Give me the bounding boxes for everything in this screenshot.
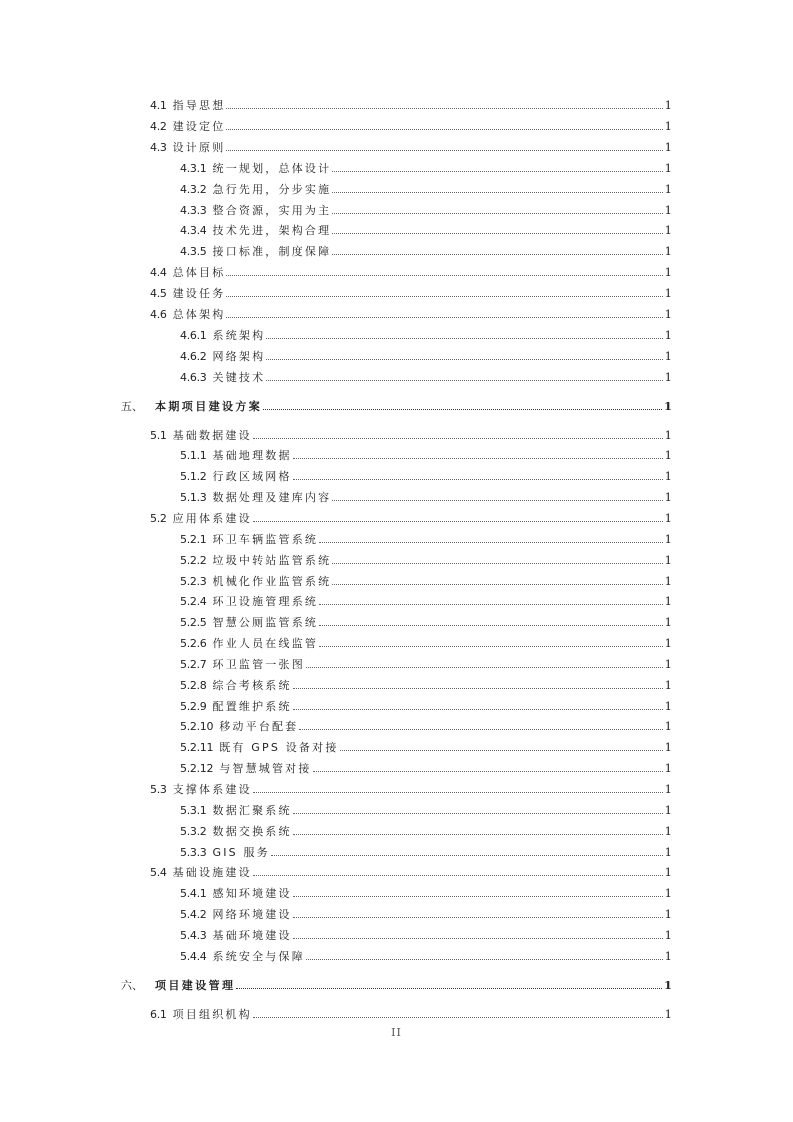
toc-entry-page: 1	[664, 803, 672, 817]
dot-leader	[253, 437, 663, 439]
toc-entry[interactable]	[180, 181, 672, 197]
toc-entry-number: 5.4	[150, 866, 167, 879]
toc-entry-number: 5.2.8	[180, 679, 207, 692]
toc-entry[interactable]	[180, 614, 672, 630]
toc-entry-page: 1	[664, 761, 672, 775]
toc-entry-number: 4.5	[150, 287, 167, 300]
dot-leader	[293, 478, 663, 480]
toc-entry-number: 4.1	[150, 99, 167, 112]
toc-entry-page: 1	[664, 328, 672, 342]
toc-entry-title: 基础数据建设	[172, 429, 252, 442]
toc-entry[interactable]	[180, 489, 672, 505]
toc-entry[interactable]	[180, 718, 672, 734]
toc-entry-title: 支撑体系建设	[172, 783, 252, 796]
toc-entry-title: 设计原则	[172, 141, 226, 154]
toc-entry-page: 1	[664, 428, 672, 442]
toc-entry-title: 技术先进，架构合理	[212, 224, 332, 237]
toc-entry-page: 1	[664, 119, 672, 133]
toc-entry-title: 建设任务	[172, 287, 226, 300]
dot-leader	[293, 833, 663, 835]
toc-entry[interactable]	[150, 139, 672, 155]
dot-leader	[293, 457, 663, 459]
toc-entry[interactable]	[180, 698, 672, 714]
dot-leader	[253, 791, 663, 793]
toc-entry-number: 5.2.3	[180, 575, 207, 588]
toc-entry-page: 1	[664, 307, 672, 321]
toc-entry-page: 1	[664, 223, 672, 237]
toc-entry-page: 1	[664, 98, 672, 112]
toc-entry-number: 5.2.10	[180, 720, 214, 733]
dot-leader	[332, 583, 662, 585]
toc-entry-title: 总体架构	[172, 308, 226, 321]
toc-entry-page: 1	[664, 699, 672, 713]
dot-leader	[236, 987, 662, 989]
toc-entry-page: 1	[664, 1007, 672, 1021]
toc-entry-page: 1	[664, 886, 672, 900]
toc-entry-page: 1	[664, 574, 672, 588]
toc-entry-number: 5.3.3	[180, 846, 207, 859]
toc-entry-number: 4.3	[150, 141, 167, 154]
toc-entry[interactable]	[180, 243, 672, 259]
toc-entry[interactable]	[180, 447, 672, 463]
toc-entry-page: 1	[664, 182, 672, 196]
toc-entry-page: 1	[664, 532, 672, 546]
toc-entry-number: 5.3.1	[180, 804, 207, 817]
toc-entry-number: 5.2.4	[180, 595, 207, 608]
toc-entry[interactable]	[180, 369, 672, 385]
toc-entry-page: 1	[664, 203, 672, 217]
dot-leader	[293, 687, 663, 689]
toc-entry[interactable]	[150, 1006, 672, 1022]
toc-entry-number: 4.3.1	[180, 162, 207, 175]
toc-entry[interactable]	[150, 427, 672, 443]
toc-entry-number: 5.1.3	[180, 491, 207, 504]
toc-entry[interactable]	[180, 656, 672, 672]
toc-entry-page: 1	[664, 782, 672, 796]
toc-entry-title: 综合考核系统	[212, 679, 292, 692]
dot-leader	[293, 812, 663, 814]
dot-leader	[313, 770, 663, 772]
toc-entry-page: 1	[664, 490, 672, 504]
toc-entry-number: 4.4	[150, 266, 167, 279]
toc-entry-page: 1	[663, 399, 672, 413]
toc-entry-number: 5.2.6	[180, 637, 207, 650]
toc-entry[interactable]	[180, 327, 672, 343]
toc-entry[interactable]	[180, 202, 672, 218]
toc-entry-title: GIS 服务	[212, 846, 270, 859]
dot-leader	[332, 170, 662, 172]
toc-chapter-entry[interactable]	[121, 977, 672, 993]
dot-leader	[293, 895, 663, 897]
toc-entry-page: 1	[664, 615, 672, 629]
toc-entry-title: 统一规划，总体设计	[212, 162, 332, 175]
dot-leader	[226, 107, 662, 109]
toc-entry-number: 5.2.12	[180, 762, 214, 775]
toc-entry[interactable]	[180, 885, 672, 901]
dot-leader	[226, 128, 662, 130]
dot-leader	[340, 749, 663, 751]
toc-entry-title: 急行先用，分步实施	[212, 183, 332, 196]
dot-leader	[263, 408, 662, 410]
toc-entry[interactable]	[150, 285, 672, 301]
toc-entry-number: 4.3.3	[180, 204, 207, 217]
toc-entry-page: 1	[664, 865, 672, 879]
toc-entry-page: 1	[664, 594, 672, 608]
toc-entry[interactable]	[180, 348, 672, 364]
toc-entry-title: 数据交换系统	[212, 825, 292, 838]
toc-entry-title: 智慧公厕监管系统	[212, 616, 319, 629]
toc-entry-title: 与智慧城管对接	[219, 762, 312, 775]
toc-entry-title: 感知环境建设	[212, 887, 292, 900]
toc-entry-title: 接口标准，制度保障	[212, 245, 332, 258]
toc-entry-number: 4.6.3	[180, 371, 207, 384]
toc-entry[interactable]	[180, 593, 672, 609]
toc-entry-title: 总体目标	[172, 266, 226, 279]
toc-entry-title: 作业人员在线监管	[212, 637, 319, 650]
toc-entry-number: 5.1.2	[180, 470, 207, 483]
toc-entry-page: 1	[664, 286, 672, 300]
toc-entry[interactable]	[180, 802, 672, 818]
toc-entry-number: 4.2	[150, 120, 167, 133]
toc-entry-title: 网络架构	[212, 350, 266, 363]
toc-entry-title: 机械化作业监管系统	[212, 575, 332, 588]
toc-entry-number: 4.3.2	[180, 183, 207, 196]
dot-leader	[319, 603, 663, 605]
toc-entry-title: 环卫车辆监管系统	[212, 533, 319, 546]
toc-entry[interactable]	[150, 97, 672, 113]
toc-entry[interactable]	[150, 118, 672, 134]
toc-entry-number: 5.2.5	[180, 616, 207, 629]
toc-entry-title: 配置维护系统	[212, 700, 292, 713]
toc-entry-page: 1	[664, 161, 672, 175]
toc-entry-title: 基础设施建设	[172, 866, 252, 879]
toc-entry-number: 4.6.1	[180, 329, 207, 342]
toc-entry-page: 1	[664, 845, 672, 859]
toc-entry-title: 行政区域网格	[212, 470, 292, 483]
dot-leader	[226, 274, 662, 276]
dot-leader	[332, 232, 662, 234]
toc-entry-title: 数据汇聚系统	[212, 804, 292, 817]
toc-entry[interactable]	[180, 927, 672, 943]
toc-entry-page: 1	[664, 740, 672, 754]
toc-entry-number: 五、	[121, 400, 143, 413]
toc-entry[interactable]	[150, 781, 672, 797]
toc-entry[interactable]	[180, 844, 672, 860]
dot-leader	[226, 295, 662, 297]
dot-leader	[266, 337, 662, 339]
toc-entry[interactable]	[150, 306, 672, 322]
toc-entry-title: 网络环境建设	[212, 908, 292, 921]
dot-leader	[293, 708, 663, 710]
toc-entry-number: 六、	[121, 979, 143, 992]
toc-entry[interactable]	[180, 160, 672, 176]
toc-entry-title: 指导思想	[172, 99, 226, 112]
dot-leader	[226, 149, 662, 151]
toc-entry[interactable]	[180, 760, 672, 776]
dot-leader	[319, 624, 663, 626]
toc-entry-number: 5.4.3	[180, 929, 207, 942]
dot-leader	[293, 937, 663, 939]
toc-entry[interactable]	[180, 573, 672, 589]
toc-entry-page: 1	[664, 636, 672, 650]
toc-entry-page: 1	[664, 657, 672, 671]
toc-entry-title: 本期项目建设方案	[155, 400, 263, 413]
toc-entry-title: 既有 GPS 设备对接	[219, 741, 339, 754]
dot-leader	[266, 379, 662, 381]
toc-entry-title: 数据处理及建库内容	[212, 491, 332, 504]
toc-entry-number: 5.4.1	[180, 887, 207, 900]
toc-entry-title: 移动平台配套	[219, 720, 299, 733]
dot-leader	[306, 958, 663, 960]
toc-entry[interactable]	[180, 948, 672, 964]
toc-entry-number: 6.1	[150, 1008, 167, 1021]
toc-entry-number: 5.2.7	[180, 658, 207, 671]
dot-leader	[271, 854, 663, 856]
dot-leader	[226, 316, 662, 318]
toc-entry[interactable]	[180, 823, 672, 839]
toc-entry-page: 1	[664, 719, 672, 733]
toc-entry-title: 系统安全与保障	[212, 950, 305, 963]
dot-leader	[332, 499, 662, 501]
toc-chapter-entry[interactable]	[121, 398, 672, 414]
toc-entry-page: 1	[664, 949, 672, 963]
toc-entry-number: 5.1.1	[180, 449, 207, 462]
toc-entry-title: 垃圾中转站监管系统	[212, 554, 332, 567]
toc-entry-number: 4.3.5	[180, 245, 207, 258]
toc-entry[interactable]	[180, 906, 672, 922]
toc-entry[interactable]	[150, 510, 672, 526]
toc-entry-number: 4.3.4	[180, 224, 207, 237]
toc-entry-title: 系统架构	[212, 329, 266, 342]
toc-entry-title: 基础地理数据	[212, 449, 292, 462]
toc-entry[interactable]	[180, 552, 672, 568]
toc-entry[interactable]	[150, 864, 672, 880]
dot-leader	[253, 874, 663, 876]
toc-entry-title: 关键技术	[212, 371, 266, 384]
dot-leader	[319, 541, 663, 543]
toc-entry[interactable]	[180, 739, 672, 755]
toc-entry[interactable]	[180, 531, 672, 547]
toc-entry-page: 1	[664, 140, 672, 154]
dot-leader	[253, 1016, 663, 1018]
dot-leader	[293, 916, 663, 918]
toc-entry-title: 应用体系建设	[172, 512, 252, 525]
toc-entry-page: 1	[663, 978, 672, 992]
toc-entry[interactable]	[180, 635, 672, 651]
dot-leader	[266, 358, 662, 360]
toc-entry-page: 1	[664, 553, 672, 567]
toc-entry-number: 5.1	[150, 429, 167, 442]
toc-entry-title: 基础环境建设	[212, 929, 292, 942]
toc-entry-page: 1	[664, 678, 672, 692]
toc-entry-number: 5.2.2	[180, 554, 207, 567]
toc-entry-page: 1	[664, 265, 672, 279]
toc-entry-number: 5.4.2	[180, 908, 207, 921]
toc-entry-page: 1	[664, 370, 672, 384]
dot-leader	[299, 728, 662, 730]
toc-entry-number: 5.2.11	[180, 741, 214, 754]
toc-entry-number: 5.4.4	[180, 950, 207, 963]
toc-entry-title: 建设定位	[172, 120, 226, 133]
toc-entry-page: 1	[664, 244, 672, 258]
toc-entry-title: 环卫监管一张图	[212, 658, 305, 671]
dot-leader	[332, 191, 662, 193]
dot-leader	[332, 562, 662, 564]
toc-entry-title: 整合资源，实用为主	[212, 204, 332, 217]
toc-entry[interactable]	[150, 264, 672, 280]
toc-entry[interactable]	[180, 222, 672, 238]
toc-entry-number: 5.3.2	[180, 825, 207, 838]
toc-entry-number: 5.2	[150, 512, 167, 525]
toc-entry-number: 5.2.9	[180, 700, 207, 713]
toc-entry-page: 1	[664, 928, 672, 942]
toc-entry-title: 项目组织机构	[172, 1008, 252, 1021]
toc-entry[interactable]	[180, 468, 672, 484]
toc-entry-page: 1	[664, 349, 672, 363]
toc-entry[interactable]	[180, 677, 672, 693]
toc-entry-title: 项目建设管理	[155, 979, 236, 992]
dot-leader	[332, 212, 662, 214]
toc-entry-number: 5.2.1	[180, 533, 207, 546]
dot-leader	[319, 645, 663, 647]
toc-entry-number: 4.6	[150, 308, 167, 321]
toc-entry-page: 1	[664, 907, 672, 921]
page-number-footer: II	[391, 1026, 402, 1039]
dot-leader	[253, 520, 663, 522]
toc-entry-page: 1	[664, 448, 672, 462]
toc-entry-page: 1	[664, 511, 672, 525]
toc-entry-number: 5.3	[150, 783, 167, 796]
toc-entry-page: 1	[664, 824, 672, 838]
toc-entry-title: 环卫设施管理系统	[212, 595, 319, 608]
toc-entry-number: 4.6.2	[180, 350, 207, 363]
dot-leader	[306, 666, 663, 668]
dot-leader	[332, 253, 662, 255]
toc-entry-page: 1	[664, 469, 672, 483]
